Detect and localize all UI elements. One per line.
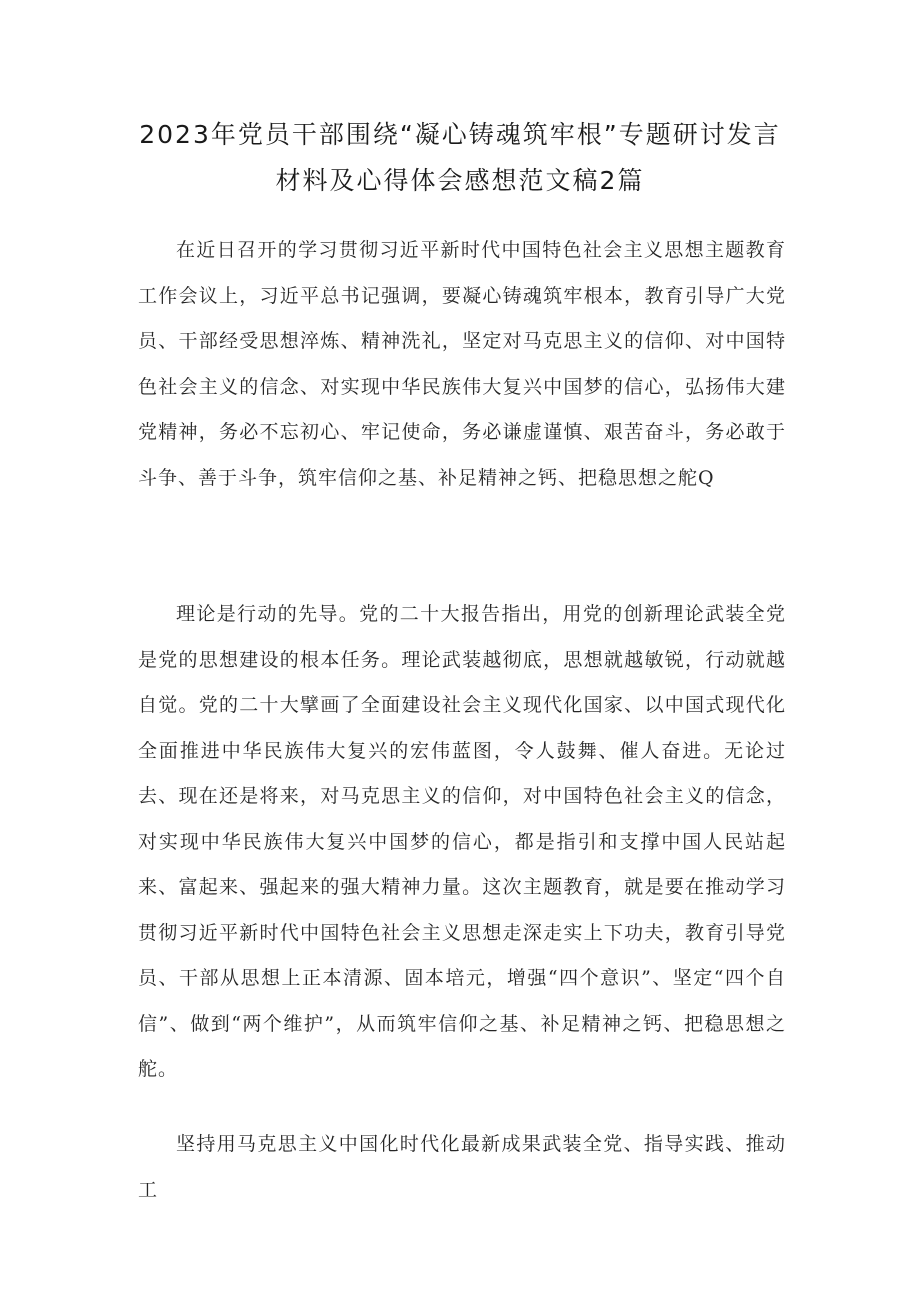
paragraph-3: 坚持用马克思主义中国化时代化最新成果武装全党、指导实践、推动工 <box>138 1133 786 1201</box>
paragraph-2: 理论是行动的先导。党的二十大报告指出，用党的创新理论武装全党是党的思想建设的根本任务。理论武装越彻底，思想就越敏锐，行动就越自觉。党的二十大擘画了全面建设社会主义现代化国家、以中国式现代化全面推进中华民族伟大复兴的宏伟蓝图，令人鼓舞、催人奋进。无论过去、现在还是将来，对马克思主义的信仰，对中国特色社会主义的信念，对实现中华民族伟大复兴中国梦的信心，都是指引和支撑中国人民站起来、富起来、强起来的强大精神力量。这次主题教育，就是要在推动学习贯彻习近平新时代中国特色社会主义思想走深走实上下功夫，教育引导党员、干部从思想上正本清源、固本培元，增强“四个意识”、坚定“四个自信”、做到“两个维护”，从而筑牢信仰之基、补足精神之钙、把稳思想之舵。 <box>138 603 786 1080</box>
paragraph-1: 在近日召开的学习贯彻习近平新时代中国特色社会主义思想主题教育工作会议上，习近平总书记强调，要凝心铸魂筑牢根本，教育引导广大党员、干部经受思想淬炼、精神洗礼，坚定对马克思主义的信仰、对中国特色社会主义的信念、对实现中华民族伟大复兴中国梦的信心，弘扬伟大建党精神，务必不忘初心、牢记使命，务必谦虚谨慎、艰苦奋斗，务必敢于斗争、善于斗争，筑牢信仰之基、补足精神之钙、把稳思想之舵Q <box>138 239 786 489</box>
document-title: 2023年党员干部围绕“凝心铸魂筑牢根”专题研讨发言材料及心得体会感想范文稿2篇 <box>139 120 781 195</box>
